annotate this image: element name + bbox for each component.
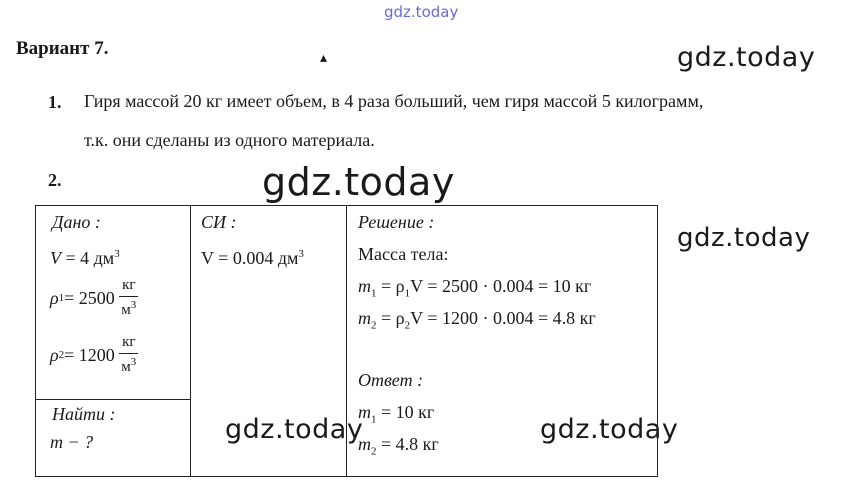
answer-m2: $m_2 = 4.8$ кг (358, 434, 439, 458)
volume-exponent: 3 (114, 248, 120, 260)
find-cell (36, 399, 191, 476)
si-volume-exponent: 3 (298, 248, 304, 260)
item-number-2: 2. (48, 170, 62, 190)
si-volume (191, 238, 346, 270)
rho1-value: = 2500 (64, 287, 115, 308)
item-number-1: 1. (48, 92, 62, 112)
find-header: Найти : (52, 403, 116, 424)
answer-header: Ответ : (358, 370, 424, 390)
rho1-sub: 1 (58, 292, 65, 304)
m2-formula: $m_2 = \rho_2V = 1200 \cdot 0.004 = 4.8$ кг (358, 308, 596, 332)
watermark: gdz.today (677, 42, 816, 73)
watermark: gdz.today (262, 160, 455, 204)
rho1-symbol: ρ (50, 287, 59, 308)
rho2-value: = 1200 (64, 344, 115, 365)
rho2-sub: 2 (58, 349, 65, 361)
given-volume: V = 4 $дм^3$ (50, 248, 120, 268)
watermark-top: gdz.today (384, 3, 459, 21)
given-cell (36, 206, 191, 400)
given-header: Дано : (52, 212, 101, 232)
watermark: gdz.today (677, 223, 811, 253)
watermark: gdz.today (540, 414, 679, 445)
answer-m1: $m_1 = 10$ кг (358, 402, 435, 426)
find-value: m − ? (50, 431, 94, 452)
si-header: СИ : (201, 212, 237, 232)
watermark: gdz.today (225, 414, 364, 445)
density-unit: $\frac{кг}{м^3}$ (121, 277, 137, 318)
si-volume-text: V = 0.004 дм (201, 248, 299, 268)
density-unit: $\frac{кг}{м^3}$ (121, 334, 137, 375)
stray-mark: ▴ (320, 51, 328, 66)
mass-label: Масса тела: (358, 244, 449, 264)
item-1-line-2: т.к. они сделаны из одного материала. (84, 130, 375, 150)
given-rho1 (36, 270, 190, 326)
item-1-line-1: Гиря массой 20 кг имеет объем, в 4 раза больший, чем гиря массой 5 килограмм, (84, 91, 704, 111)
page-title: Вариант 7. (16, 38, 109, 59)
m1-formula: $m_1 = \rho_1V = 2500 \cdot 0.004 = 10$ кг (358, 276, 592, 300)
given-rho2 (36, 326, 190, 384)
rho2-symbol: ρ (50, 344, 59, 365)
solution-header: Решение : (358, 212, 435, 232)
